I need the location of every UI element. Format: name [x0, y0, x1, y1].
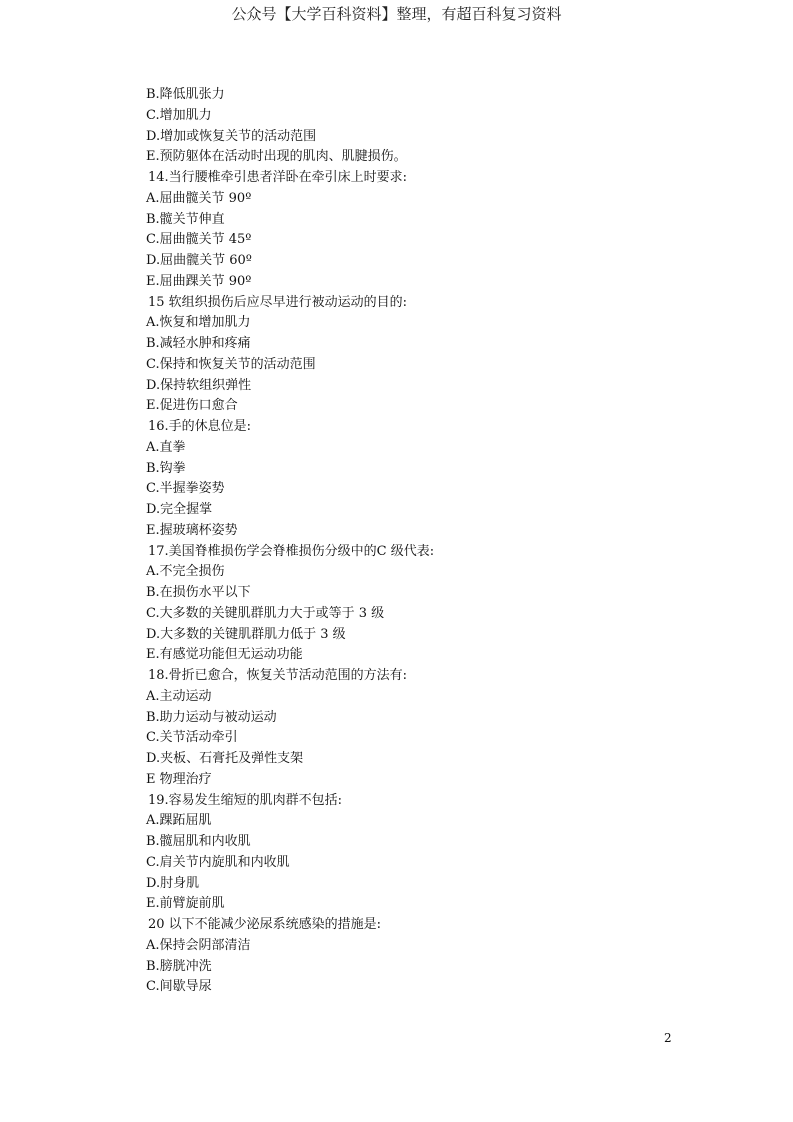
page-number: 2: [664, 1031, 672, 1045]
option-line: B.髋关节伸直: [146, 211, 225, 227]
option-line: A.恢复和增加肌力: [146, 315, 251, 331]
question-line: 19.容易发生缩短的肌肉群不包括:: [148, 792, 343, 808]
option-line: B.减轻水肿和疼痛: [146, 336, 251, 351]
option-line: A.不完全损伤: [146, 564, 225, 580]
option-line: D.增加或恢复关节的活动范围: [146, 128, 317, 144]
option-line: D.屈曲髋关节 60º: [146, 253, 252, 268]
question-line: 15 软组织损伤后应尽早进行被动运动的目的:: [148, 294, 408, 310]
option-line: C.肩关节内旋肌和内收肌: [146, 854, 290, 870]
option-line: D.完全握掌: [146, 502, 213, 517]
option-line: A.主动运动: [146, 688, 212, 704]
option-line: C.关节活动牵引: [146, 730, 238, 746]
question-line: 14.当行腰椎牵引患者洋卧在牵引床上时要求:: [148, 170, 408, 185]
option-line: E.屈曲踝关节 90º: [146, 273, 252, 289]
option-line: B.钩拳: [146, 460, 186, 476]
option-line: A.直拳: [146, 439, 186, 455]
option-line: C.保持和恢复关节的活动范围: [146, 356, 316, 372]
option-line: D.保持软组织弹性: [146, 377, 252, 393]
option-line: D.大多数的关键肌群肌力低于 3 级: [146, 626, 346, 642]
page-header: 公众号【大学百科资料】整理，有超百科复习资料: [231, 5, 562, 23]
option-line: E.握玻璃杯姿势: [146, 522, 238, 538]
option-line: E.前臂旋前肌: [146, 896, 225, 912]
option-line: C.增加肌力: [146, 107, 212, 123]
option-line: E.有感觉功能但无运动功能: [146, 647, 303, 663]
option-line: C.半握拳姿势: [146, 481, 225, 497]
option-line: C.间歇导尿: [146, 979, 212, 995]
option-line: E 物理治疗: [146, 771, 212, 787]
option-line: B.膀胱冲洗: [146, 958, 212, 974]
option-line: B.在损伤水平以下: [146, 585, 251, 600]
option-line: C.大多数的关键肌群肌力大于或等于 3 级: [146, 605, 385, 621]
question-line: 18.骨折已愈合，恢复关节活动范围的方法有:: [148, 668, 408, 683]
question-line: 16.手的休息位是:: [148, 419, 252, 434]
option-line: E.预防躯体在活动时出现的肌肉、肌腱损伤。: [146, 149, 407, 165]
document-body: [146, 85, 706, 998]
option-line: D.夹板、石膏托及弹性支架: [146, 751, 304, 766]
option-line: B.助力运动与被动运动: [146, 709, 277, 725]
option-line: A.踝跖屈肌: [146, 813, 212, 829]
question-line: 17.美国脊椎损伤学会脊椎损伤分级中的C 级代表:: [148, 543, 435, 559]
option-line: B.髋屈肌和内收肌: [146, 834, 251, 849]
option-line: D.肘身肌: [146, 875, 200, 891]
question-line: 20 以下不能减少泌尿系统感染的措施是:: [148, 917, 382, 932]
option-line: C.屈曲髋关节 45º: [146, 232, 252, 248]
option-line: B.降低肌张力: [146, 87, 225, 102]
option-line: E.促进伤口愈合: [146, 398, 238, 414]
option-line: A.屈曲髋关节 90º: [146, 190, 252, 206]
option-line: A.保持会阴部清洁: [146, 937, 251, 953]
